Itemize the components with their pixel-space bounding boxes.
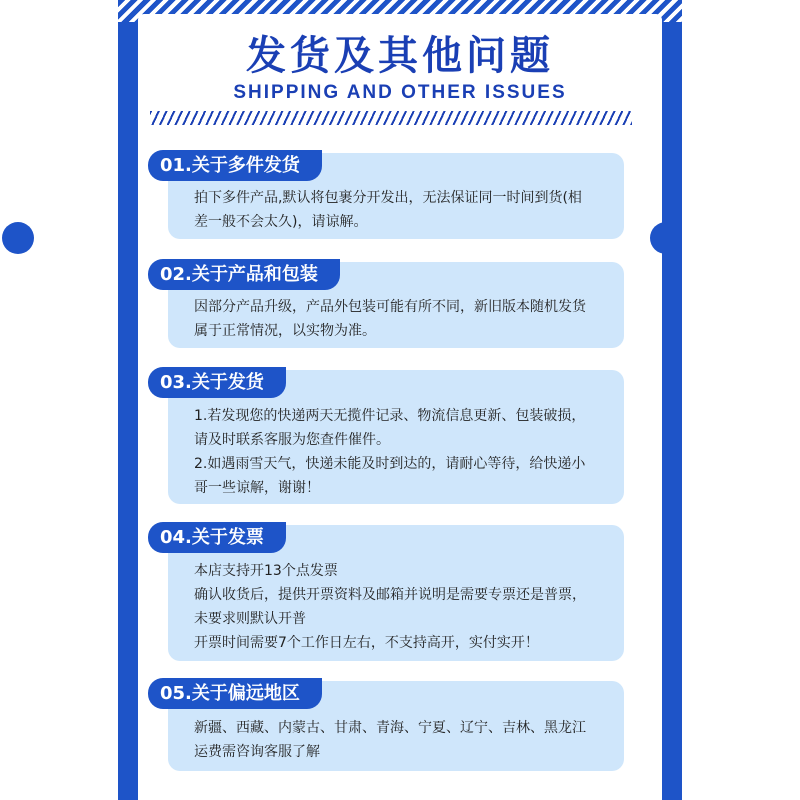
- left-notch: [2, 222, 34, 254]
- text-line: 未要求则默认开普: [194, 611, 306, 627]
- text-line: 属于正常情况，以实物为准。: [194, 323, 376, 339]
- section-text: [194, 559, 624, 655]
- section-label: 01.关于多件发货: [148, 150, 322, 181]
- section-label: 02.关于产品和包装: [148, 259, 340, 290]
- section-text: [194, 295, 624, 343]
- text-line: 开票时间需要7个工作日左右，不支持高开，实付实开！: [194, 635, 539, 651]
- section-text: [194, 404, 624, 500]
- text-line: 拍下多件产品,默认将包裹分开发出，无法保证同一时间到货(相: [194, 190, 582, 206]
- text-line: 1.若发现您的快递两天无揽件记录、物流信息更新、包装破损，: [194, 408, 586, 424]
- text-line: 差一般不会太久)，请谅解。: [194, 214, 368, 230]
- text-line: 2.如遇雨雪天气，快递未能及时到达的，请耐心等待，给快递小: [194, 456, 586, 472]
- section-text: [194, 186, 624, 234]
- section-label: 05.关于偏远地区: [148, 678, 322, 709]
- text-line: 因部分产品升级，产品外包装可能有所不同，新旧版本随机发货: [194, 299, 586, 315]
- right-notch: [650, 222, 682, 254]
- text-line: 本店支持开13个点发票: [194, 563, 338, 579]
- section-label: 04.关于发票: [148, 522, 286, 553]
- text-line: 请及时联系客服为您查件催件。: [194, 432, 390, 448]
- page-subtitle: SHIPPING AND OTHER ISSUES: [233, 82, 567, 103]
- title-underline-stripes: [150, 111, 632, 125]
- section-label: 03.关于发货: [148, 367, 286, 398]
- text-line: 新疆、西藏、内蒙古、甘肃、青海、宁夏、辽宁、吉林、黑龙江: [194, 720, 586, 736]
- section-text: [194, 716, 624, 764]
- text-line: 确认收货后，提供开票资料及邮箱并说明是需要专票还是普票，: [194, 587, 586, 603]
- page-title: 发货及其他问题: [246, 33, 554, 79]
- text-line: 运费需咨询客服了解: [194, 744, 320, 760]
- text-line: 哥一些谅解，谢谢！: [194, 480, 320, 496]
